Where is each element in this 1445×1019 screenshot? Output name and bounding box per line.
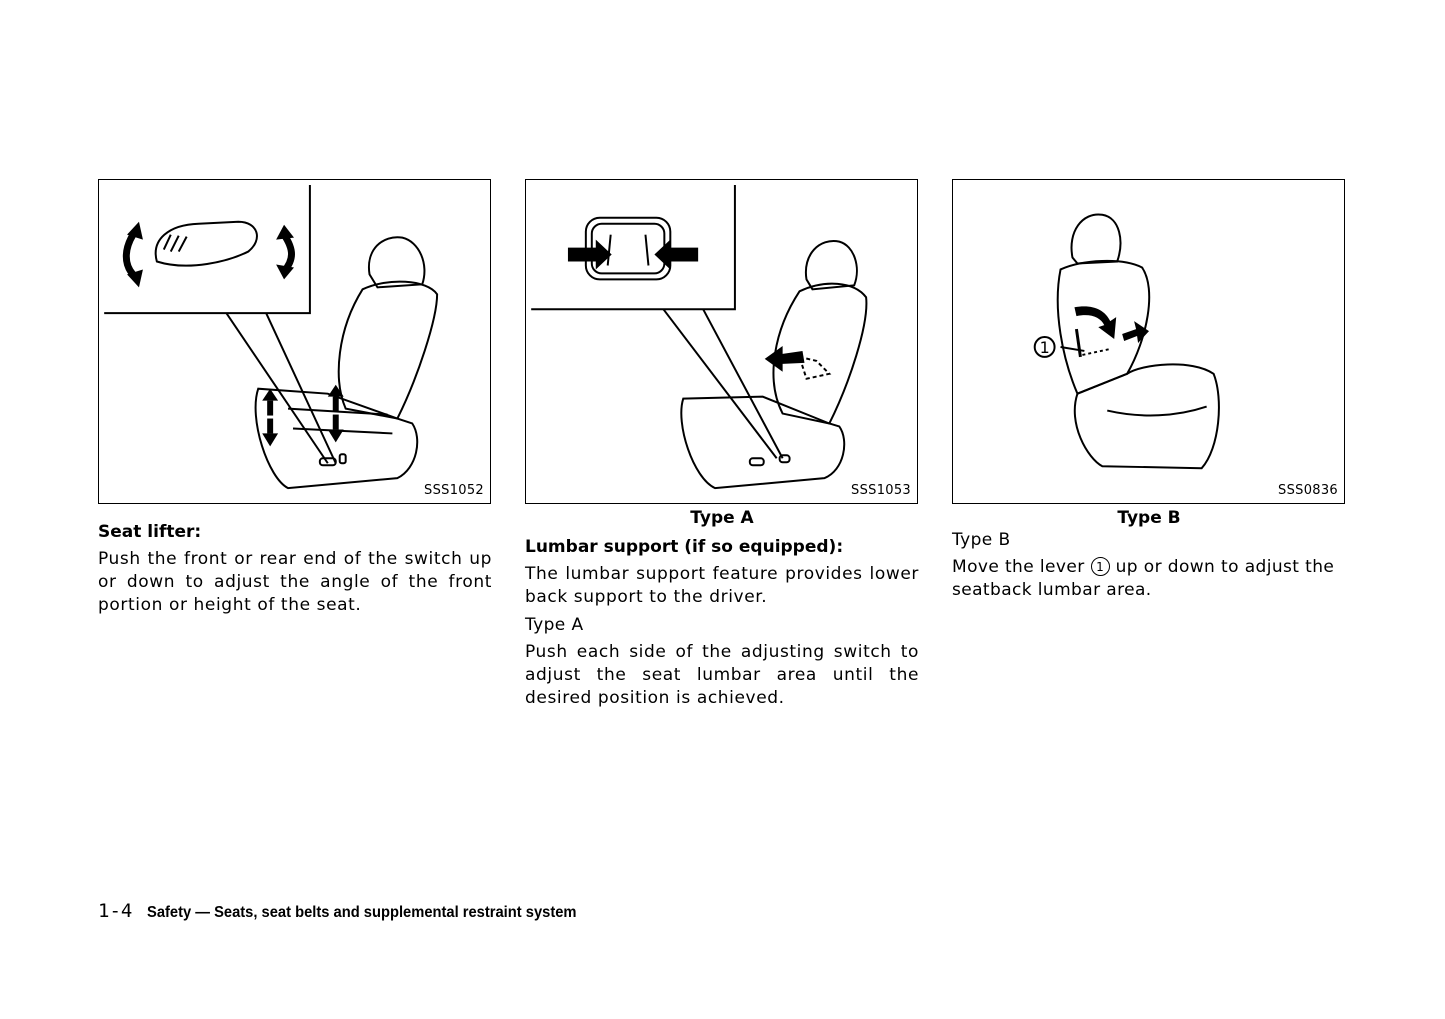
page-number: 1-4 bbox=[98, 900, 133, 922]
callout-marker: 1 bbox=[1039, 337, 1050, 357]
page-footer bbox=[98, 900, 614, 922]
figure-code: SSS1052 bbox=[424, 483, 484, 498]
body-text: Move the lever bbox=[952, 557, 1085, 577]
section-heading: Seat lifter: bbox=[98, 522, 202, 542]
body-text: up or down to adjust the seatback lumbar area. bbox=[952, 557, 1335, 600]
figure-code: SSS1053 bbox=[851, 483, 911, 498]
type-body: Push each side of the adjusting switch to adjust the seat lumbar area until the desired position is achieved. bbox=[525, 642, 919, 708]
figure-lumbar-type-a bbox=[525, 179, 918, 504]
type-label: Type A bbox=[525, 615, 584, 635]
figure-code: SSS0836 bbox=[1278, 483, 1338, 498]
type-label: Type B bbox=[952, 530, 1011, 550]
figure-seat-lifter bbox=[98, 179, 491, 504]
figure-caption: Type A bbox=[690, 508, 754, 528]
section-body: The lumbar support feature provides lower back support to the driver. bbox=[525, 564, 919, 607]
lumbar-support-section bbox=[525, 537, 919, 710]
section-title: Safety — Seats, seat belts and supplemental restraint system bbox=[147, 904, 577, 921]
seat-lifter-illustration bbox=[99, 180, 490, 503]
lumbar-lever-illustration bbox=[953, 180, 1344, 503]
section-body: Push the front or rear end of the switch up or down to adjust the angle of the front portion or height of the seat. bbox=[98, 549, 492, 615]
figure-lumbar-type-b bbox=[952, 179, 1345, 504]
seat-lifter-section bbox=[98, 522, 492, 617]
lumbar-type-b-section bbox=[952, 530, 1346, 602]
lever-marker: 1 bbox=[1091, 557, 1110, 576]
lumbar-switch-illustration bbox=[526, 180, 917, 503]
section-heading: Lumbar support (if so equipped): bbox=[525, 537, 844, 557]
type-body bbox=[952, 556, 1346, 602]
figure-caption: Type B bbox=[1117, 508, 1181, 528]
